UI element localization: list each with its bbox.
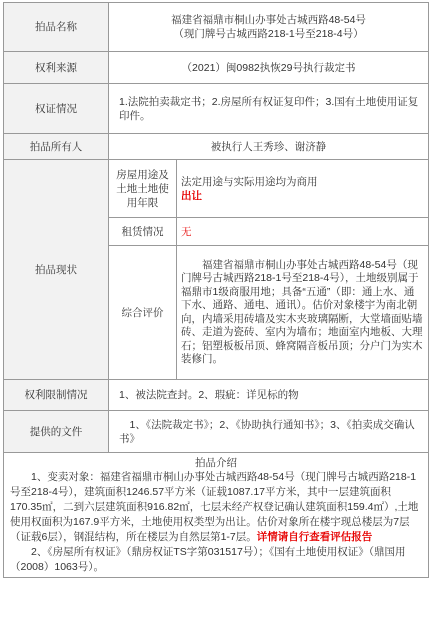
documents-value: 1、《法院裁定书》；2、《协助执行通知书》；3、《拍卖成交确认书》 — [109, 411, 429, 453]
auction-info-table — [3, 2, 429, 578]
cert-status-label: 权证情况 — [4, 84, 109, 134]
lease-value: 无 — [177, 218, 429, 246]
usage-label: 房屋用途及土地土地使用年限 — [109, 160, 177, 218]
row-usage — [4, 160, 429, 218]
usage-value: 法定用途与实际用途均为商用 — [181, 175, 318, 188]
item-name-line2: （现门牌号古城西路218-1号至218-4号） — [173, 28, 364, 40]
rights-source-value: （2021）闽0982执恢29号执行裁定书 — [109, 52, 429, 84]
usage-value-cell — [177, 160, 429, 218]
evaluation-value: 福建省福鼎市桐山办事处古城西路48-54号（现门牌号古城西路218-1号至218-4号），土地级别属于福鼎市1级商服用地；具备“五通”（即：通上水、通下水、通路、通电、通讯）。估价对象楼宇为南北朝向，内墙采用砖墙及实木夹玻璃隔断，大堂墙面贴墙砖、走道为瓷砖、室内为墙布；地面室内地板、大理石；铝塑板板吊顶、蜂窝隔音板吊顶；分户门为实木装修门。 — [177, 246, 429, 380]
restrictions-value: 1、被法院查封。2、瑕疵：详见标的物 — [109, 380, 429, 411]
evaluation-label: 综合评价 — [109, 246, 177, 380]
row-owner — [4, 134, 429, 160]
intro-title: 拍品介绍 — [195, 457, 237, 469]
intro-p1-text: 1、变卖对象：福建省福鼎市桐山办事处古城西路48-54号（现门牌号古城西路218-1号至218-4号），建筑面积1246.57平方米（证载1087.17平方米，其中一层建筑面积170.35㎡，二到六层建筑面积916.82㎡，七层未经产权登记确认建筑面积159.4㎡）,土地使用权面积为167.9平方米，土地使用权类型为出让。估价对象所在楼宇现总楼层为7层（证载6层），钢混结构，所在楼层为自然层第1-7层。 — [10, 471, 419, 543]
item-name-line1: 福建省福鼎市桐山办事处古城西路48-54号 — [171, 14, 366, 26]
row-item-name — [4, 3, 429, 52]
row-restrictions — [4, 380, 429, 411]
row-cert-status — [4, 84, 429, 134]
intro-paragraph-2: 2、《房屋所有权证》（鼎房权证TS字第031517号）；《国有土地使用权证》（鼎国用（2008）1063号）。 — [10, 546, 406, 573]
lease-label: 租赁情况 — [109, 218, 177, 246]
current-label: 拍品现状 — [4, 160, 109, 380]
restrictions-label: 权利限制情况 — [4, 380, 109, 411]
cert-status-value: 1.法院拍卖裁定书；2.房屋所有权证复印件；3.国有土地使用证复印件。 — [109, 84, 429, 134]
owner-value: 被执行人王秀珍、谢济静 — [109, 134, 429, 160]
intro-p1-highlight: 详情请自行查看评估报告 — [256, 531, 373, 543]
usage-note: 出让 — [181, 189, 202, 202]
intro-cell — [4, 453, 429, 578]
item-name-value — [109, 3, 429, 52]
row-intro — [4, 453, 429, 578]
documents-label: 提供的文件 — [4, 411, 109, 453]
row-documents — [4, 411, 429, 453]
row-rights-source — [4, 52, 429, 84]
rights-source-label: 权利来源 — [4, 52, 109, 84]
intro-paragraph-1 — [10, 470, 422, 545]
owner-label: 拍品所有人 — [4, 134, 109, 160]
item-name-label: 拍品名称 — [4, 3, 109, 52]
